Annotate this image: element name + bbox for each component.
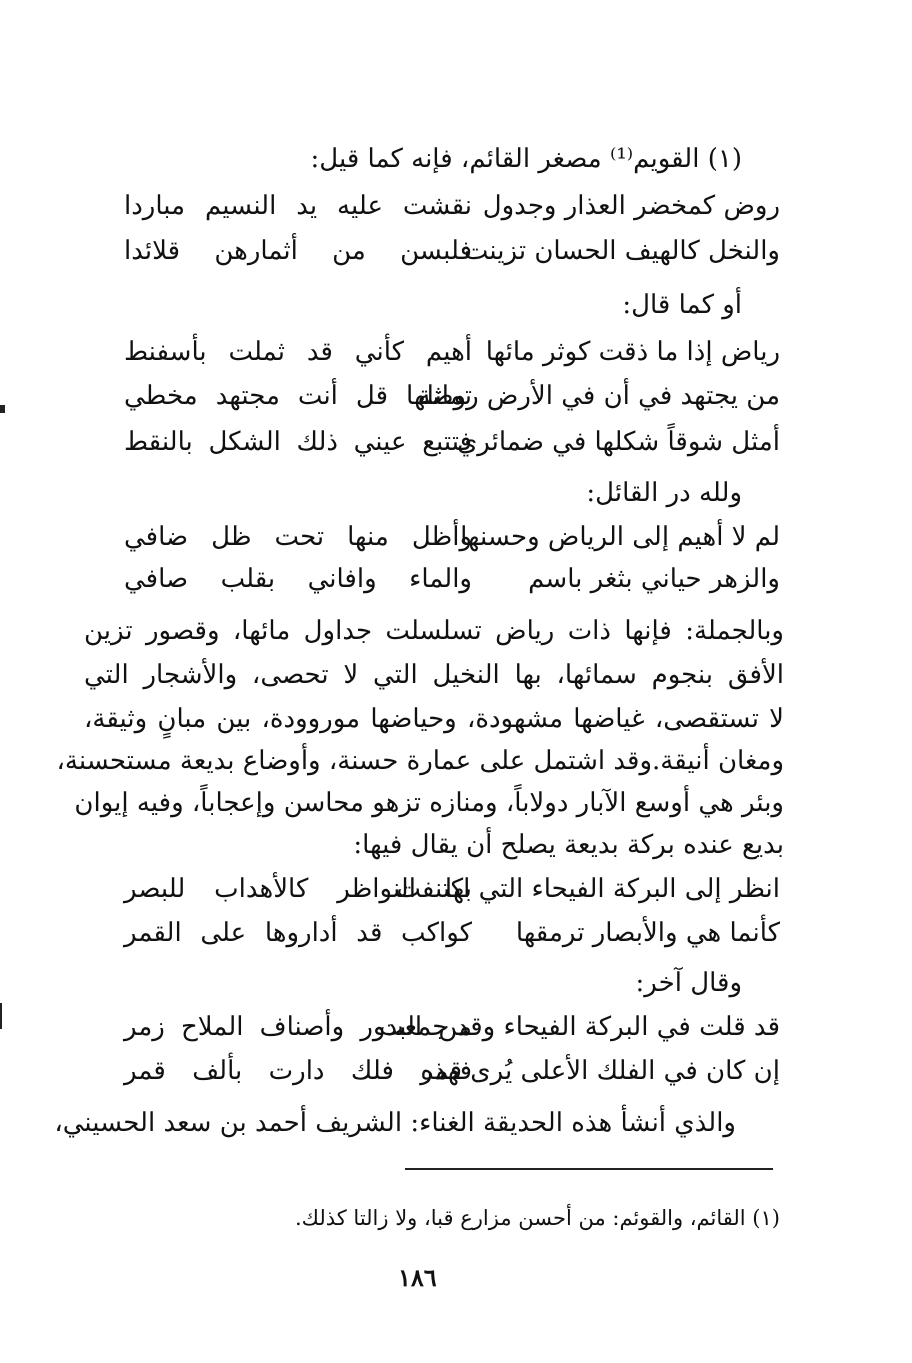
verse-hemistich: كواكب قد أداروها على القمر	[124, 918, 472, 948]
prose-line: ومغان أنيقة.وقد اشتمل على عمارة حسنة، وأوضاع بديعة مستحسنة،	[56, 746, 784, 776]
footnote-rule	[405, 1168, 773, 1170]
verse-hemistich: فتتبع عيني ذلك الشكل بالنقط	[124, 427, 472, 457]
verse-hemistich: كأنما هي والأبصار ترمقها	[515, 918, 780, 948]
verse-hemistich: روض كمخضر العذار وجدول	[482, 191, 780, 221]
verse-hemistich: أمثل شوقاً شكلها في ضمائري	[456, 427, 780, 457]
verse-hemistich: من يجتهد في أن في الأرض روضة	[417, 381, 780, 411]
verse-hemistich: فهذه فلك دارت بألف قمر	[124, 1056, 472, 1086]
scan-margin-mark	[0, 1003, 2, 1029]
footnote: (١) القائم، والقوئم: من أحسن مزارع قبا، ولا زالتا كذلك.	[294, 1206, 780, 1230]
prose-line: وبالجملة: فإنها ذات رياض تسلسلت جداول مائها، وقصور تزين	[84, 616, 784, 646]
prose-line: الأفق بنجوم سمائها، بها النخيل التي لا تحصى، والأشجار التي	[84, 660, 784, 690]
prose-line: والذي أنشأ هذه الحديقة الغناء: الشريف أحمد بن سعد الحسيني،	[54, 1108, 736, 1138]
scan-margin-mark	[0, 405, 5, 413]
verse-hemistich: فلبسن من أثمارهن قلائدا	[124, 236, 472, 266]
verse-hemistich: والنخل كالهيف الحسان تزينت	[463, 236, 780, 266]
verse-hemistich: نقشت عليه يد النسيم مباردا	[124, 191, 472, 221]
intro-line: ولله در القائل:	[586, 478, 742, 508]
prose-line: وبئر هي أوسع الآبار دولاباً، ومنازه تزهو محاسن وإعجاباً، وفيه إيوان	[74, 788, 784, 818]
verse-hemistich: والزهر حياني بثغر باسم	[528, 564, 780, 594]
verse-hemistich: انظر إلى البركة الفيحاء التي اكتنفت	[396, 874, 780, 904]
verse-hemistich: والماء وافاني بقلب صافي	[124, 564, 472, 594]
verse-hemistich: وأظل منها تحت ظل ضافي	[124, 522, 472, 552]
intro-line: وقال آخر:	[635, 968, 742, 998]
verse-hemistich: بها النواظر كالأهداب للبصر	[124, 874, 472, 904]
verse-hemistich: تماثلها قل أنت مجتهد مخطي	[124, 381, 472, 411]
verse-hemistich: قد قلت في البركة الفيحاء وقد جمعت	[379, 1012, 780, 1042]
verse-hemistich: إن كان في الفلك الأعلى يُرى قمر	[420, 1056, 780, 1086]
verse-hemistich: أهيم كأني قد ثملت بأسفنط	[124, 337, 472, 367]
verse-hemistich: من البدور وأصناف الملاح زمر	[124, 1012, 472, 1042]
intro-line: (١) القويم⁽¹⁾ مصغر القائم، فإنه كما قيل:	[310, 144, 742, 174]
page-number: ١٨٦	[398, 1263, 437, 1292]
verse-hemistich: رياض إذا ما ذقت كوثر مائها	[485, 337, 780, 367]
intro-line: أو كما قال:	[622, 290, 742, 320]
prose-line: بديع عنده بركة بديعة يصلح أن يقال فيها:	[353, 830, 784, 860]
prose-line: لا تستقصى، غياضها مشهودة، وحياضها موروودة، بين مبانٍ وثيقة،	[84, 704, 784, 734]
verse-hemistich: لم لا أهيم إلى الرياض وحسنها	[460, 522, 780, 552]
